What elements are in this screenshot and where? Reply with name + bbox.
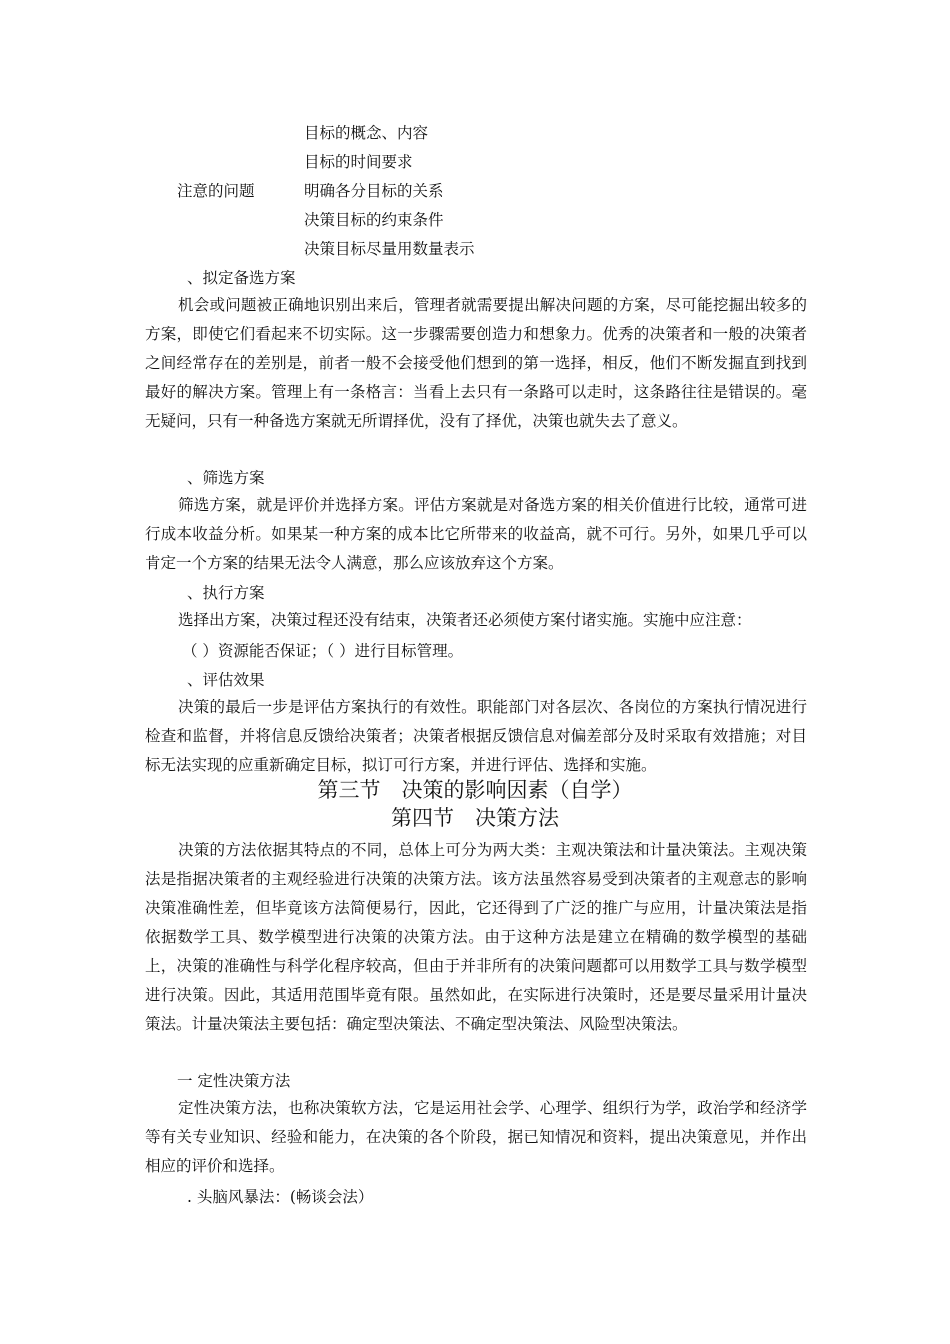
alternatives-paragraph: 机会或问题被正确地识别出来后，管理者就需要提出解决问题的方案，尽可能挖掘出较多的方案，即使它们看起来不切实际。这一步骤需要创造力和想象力。优秀的决策者和一般的决策者之间经常存在的差别是，前者一般不会接受他们想到的第一选择，相反，他们不断发掘直到找到最好的解决方案。管理上有一条格言：当看上去只有一条路可以走时，这条路往往是错误的。毫无疑问，只有一种备选方案就无所谓择优，没有了择优，决策也就失去了意义。	[145, 296, 807, 430]
brainstorming-item: . 头脑风暴法：(畅谈会法）	[187, 1188, 374, 1206]
qualitative-heading: 一 定性决策方法	[177, 1072, 291, 1090]
screening-paragraph: 筛选方案，就是评价并选择方案。评估方案就是对备选方案的相关价值进行比较，通常可进行成本收益分析。如果某一种方案的成本比它所带来的收益高，就不可行。另外，如果几乎可以肯定一个方案的结果无法令人满意，那么应该放弃这个方案。	[145, 496, 807, 572]
screening-heading: 、筛选方案	[187, 469, 265, 487]
section4-intro-paragraph: 决策的方法依据其特点的不同，总体上可分为两大类：主观决策法和计量决策法。主观决策法是指据决策者的主观经验进行决策的决策方法。该方法虽然容易受到决策者的主观意志的影响 决策准确性差，但毕竟该方法简便易行，因此，它还得到了广泛的推广与应用，计量决策法是指依据数学工具、数学模型进行决策的决策方法。由于这种方法是建立在精确的数学模型的基础上，决策的准确性与科学化程序较高，但由于并非所有的决策问题都可以用数学工具与数学模型进行决策。因此，其适用范围毕竟有限。虽然如此，在实际进行决策时，还是要尽量采用计量决策法。计量决策法主要包括：确定型决策法、不确定型决策法、风险型决策法。	[145, 841, 807, 1033]
goal-note-item-1: 目标的概念、内容	[304, 124, 429, 142]
alternatives-heading: 、拟定备选方案	[187, 269, 296, 287]
section3-title: 第三节 决策的影响因素（自学）	[317, 778, 633, 802]
goal-note-label: 注意的问题	[177, 182, 255, 200]
evaluation-paragraph: 决策的最后一步是评估方案执行的有效性。职能部门对各层次、各岗位的方案执行情况进行检查和监督，并将信息反馈给决策者；决策者根据反馈信息对偏差部分及时采取有效措施；对目标无法实现的应重新确定目标，拟订可行方案，并进行评估、选择和实施。	[145, 698, 807, 774]
execution-heading: 、执行方案	[187, 584, 265, 602]
section4-title: 第四节 决策方法	[391, 806, 559, 830]
goal-note-item-4: 决策目标的约束条件	[304, 211, 444, 229]
qualitative-paragraph: 定性决策方法，也称决策软方法，它是运用社会学、心理学、组织行为学，政治学和经济学等有关专业知识、经验和能力，在决策的各个阶段，据已知情况和资料，提出决策意见，并作出相应的评价和选择。	[145, 1099, 807, 1175]
goal-note-item-5: 决策目标尽量用数量表示	[304, 240, 475, 258]
evaluation-heading: 、评估效果	[187, 671, 265, 689]
goal-note-item-2: 目标的时间要求	[304, 153, 413, 171]
execution-note: （ ）资源能否保证；（ ）进行目标管理。	[182, 642, 464, 660]
execution-paragraph: 选择出方案，决策过程还没有结束，决策者还必须使方案付诸实施。实施中应注意：	[178, 611, 752, 629]
goal-note-item-3: 明确各分目标的关系	[304, 182, 444, 200]
